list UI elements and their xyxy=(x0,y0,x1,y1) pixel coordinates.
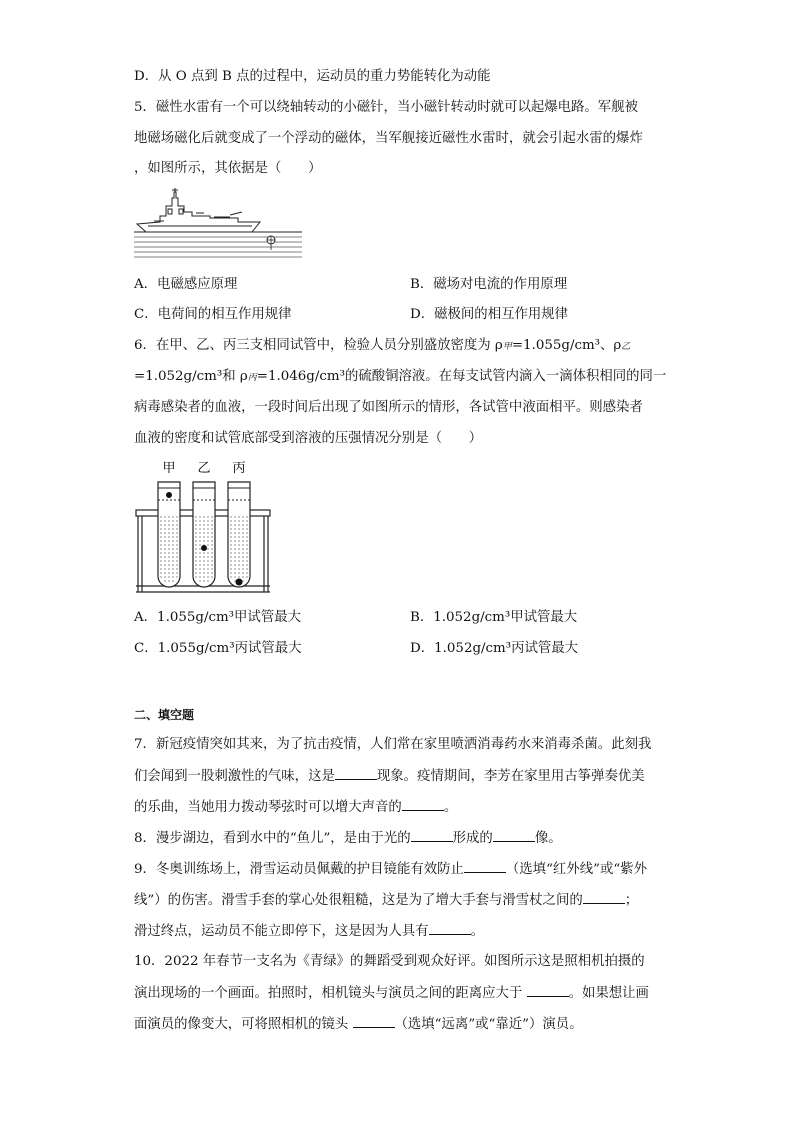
tube-label-yi: 乙 xyxy=(197,461,211,476)
warship-mine-figure xyxy=(134,188,304,258)
blood-drop-yi xyxy=(201,545,207,551)
warship xyxy=(137,188,260,232)
section-title-fill-blank: 二、填空题 xyxy=(134,708,195,722)
q7-line1: 7．新冠疫情突如其来，为了抗击疫情，人们常在家里喷洒消毒药水来消毒杀菌。此刻我 xyxy=(134,737,652,752)
q10-line2: 演出现场的一个画面。拍照时，相机镜头与演员之间的距离应大于 。如果想让画 xyxy=(134,986,649,1001)
q10-line1: 10．2022 年春节一支名为《青绿》的舞蹈受到观众好评。如图所示这是照相机拍摄的 xyxy=(134,954,645,969)
q6-stem-line2: =1.052g/cm³和 ρ丙=1.046g/cm³的硫酸铜溶液。在每支试管内滴入一滴体积相同的同一 xyxy=(134,369,667,384)
q6-stem-line4: 血液的密度和试管底部受到溶液的压强情况分别是（ ） xyxy=(134,431,483,446)
q7-line3: 的乐曲，当她用力拨动琴弦时可以增大声音的 。 xyxy=(134,800,458,815)
tube-bing xyxy=(228,482,250,587)
q5-stem-line2: 地磁场磁化后就变成了一个浮动的磁体，当军舰接近磁性水雷时，就会引起水雷的爆炸 xyxy=(134,131,643,146)
tube-yi xyxy=(193,482,215,587)
q8-line: 8．漫步湖边，看到水中的“鱼儿”，是由于光的 形成的 像。 xyxy=(134,831,562,846)
q9-blank-1[interactable] xyxy=(464,860,506,873)
q7-line2: 们会闻到一股刺激性的气味，这是 现象。疫情期间，李芳在家里用古筝弹奏优美 xyxy=(134,769,645,784)
water-surface xyxy=(134,232,302,257)
q10-blank-1[interactable] xyxy=(527,984,569,997)
blood-drop-jia xyxy=(166,492,172,498)
tube-label-bing: 丙 xyxy=(232,461,246,476)
test-tubes-figure xyxy=(134,458,274,598)
q6-option-b: B．1.052g/cm³甲试管最大 xyxy=(410,610,578,625)
q6-option-d: D．1.052g/cm³丙试管最大 xyxy=(410,641,579,656)
q9-blank-3[interactable] xyxy=(429,922,471,935)
q5-stem-line3: ，如图所示，其依据是（ ） xyxy=(134,161,322,176)
q10-line3: 面演员的像变大，可将照相机的镜头 （选填“远离”或“靠近”）演员。 xyxy=(134,1017,583,1032)
q10-blank-2[interactable] xyxy=(353,1015,395,1028)
tube-label-jia: 甲 xyxy=(162,461,176,476)
q9-line2: 线”）的伤害。滑雪手套的掌心处很粗糙，这是为了增大手套与滑雪杖之间的 ； xyxy=(134,893,639,908)
magnetic-mine xyxy=(267,236,275,250)
q5-option-d: D．磁极间的相互作用规律 xyxy=(410,307,569,322)
q5-stem-line1: 5．磁性水雷有一个可以绕轴转动的小磁针，当小磁针转动时就可以起爆电路。军舰被 xyxy=(134,100,638,115)
q6-option-a: A．1.055g/cm³甲试管最大 xyxy=(134,610,301,625)
q6-stem-line3: 病毒感染者的血液，一段时间后出现了如图所示的情形，各试管中液面相平。则感染者 xyxy=(134,400,643,415)
q6-stem-line1: 6．在甲、乙、丙三支相同试管中，检验人员分别盛放密度为 ρ甲=1.055g/cm³、ρ乙 xyxy=(134,338,631,353)
q5-option-c: C．电荷间的相互作用规律 xyxy=(134,307,292,322)
q7-blank-1[interactable] xyxy=(335,767,377,780)
q5-option-b: B．磁场对电流的作用原理 xyxy=(410,277,568,292)
q4-option-d: D．从 O 点到 B 点的过程中，运动员的重力势能转化为动能 xyxy=(134,69,491,84)
q9-line1: 9．冬奥训练场上，滑雪运动员佩戴的护目镜能有效防止 （选填“红外线”或“紫外 xyxy=(134,862,647,877)
tube-jia xyxy=(158,482,180,587)
q9-blank-2[interactable] xyxy=(583,891,625,904)
q5-option-a: A．电磁感应原理 xyxy=(134,277,238,292)
q8-blank-1[interactable] xyxy=(411,829,453,842)
q8-blank-2[interactable] xyxy=(493,829,535,842)
q9-line3: 滑过终点，运动员不能立即停下，这是因为人具有 。 xyxy=(134,924,484,939)
blood-drop-bing xyxy=(236,579,243,586)
q6-option-c: C．1.055g/cm³丙试管最大 xyxy=(134,641,302,656)
q7-blank-2[interactable] xyxy=(402,798,444,811)
